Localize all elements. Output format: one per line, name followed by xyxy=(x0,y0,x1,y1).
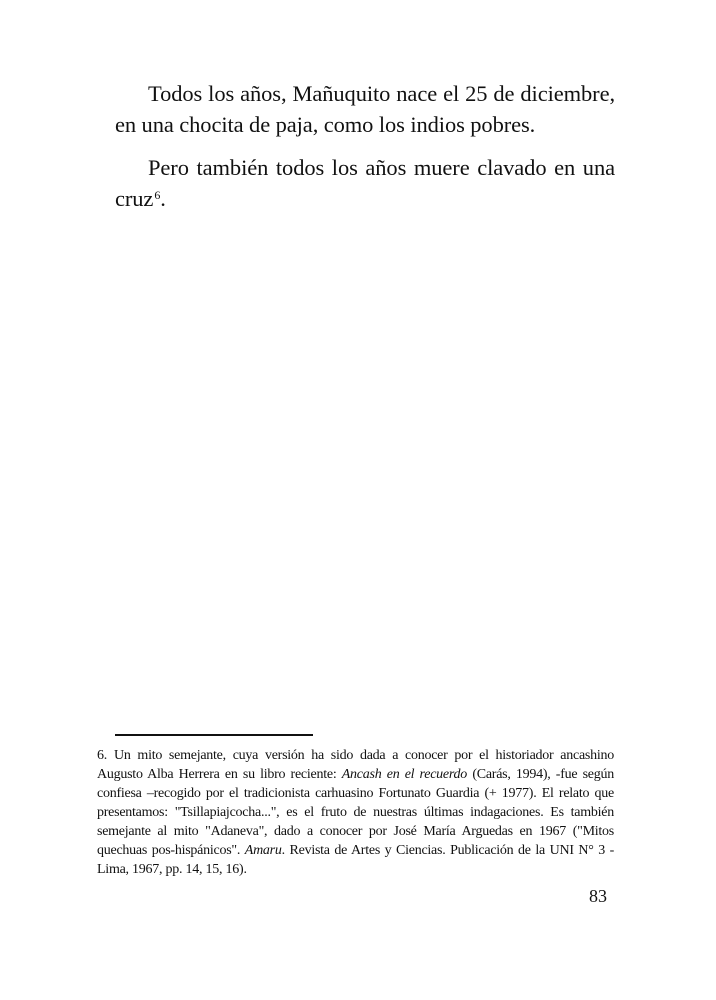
footnote-6 xyxy=(97,746,614,879)
footnote-text-part-3: . Revista de Artes y Ciencias. Publicación de la UNI N° 3 - Lima, 1967, pp. 14, 15, 16). xyxy=(97,843,614,877)
footnote-reference: 6 xyxy=(154,188,161,202)
paragraph-2-end-punctuation: . xyxy=(160,186,166,211)
main-text xyxy=(115,78,615,226)
paragraph-2 xyxy=(115,152,615,214)
paragraph-2-text: Pero también todos los años muere clavado en una cruz xyxy=(115,155,615,211)
paragraph-1-text: Todos los años, Mañuquito nace el 25 de diciembre, en una chocita de paja, como los indios pobres. xyxy=(115,81,615,137)
footnote-text-part-2: (Carás, 1994), -fue según confiesa –recogido por el tradicionista carhuasino Fortunato Guardia (+ 1977). El relato que presentamos: "Tsillapiajcocha...", es el fruto de nuestras últimas indagaciones. Es también semejante al mito "Adaneva", dado a conocer por José María Arguedas en 1967 ("Mitos quechuas pos-hispánicos". xyxy=(97,767,615,858)
footnote-separator-rule xyxy=(115,734,313,736)
paragraph-1 xyxy=(115,78,615,140)
footnote-number: 6. xyxy=(97,748,107,763)
footnote-text-part-1: Un mito semejante, cuya versión ha sido dada a conocer por el historiador ancashino Augusto Alba Herrera en su libro reciente: xyxy=(97,748,614,782)
page-number: 83 xyxy=(589,886,607,906)
footnote-body xyxy=(97,748,614,877)
footnote-journal-title: Amaru xyxy=(244,843,282,858)
footnote-book-title: Ancash en el recuerdo xyxy=(341,767,468,782)
